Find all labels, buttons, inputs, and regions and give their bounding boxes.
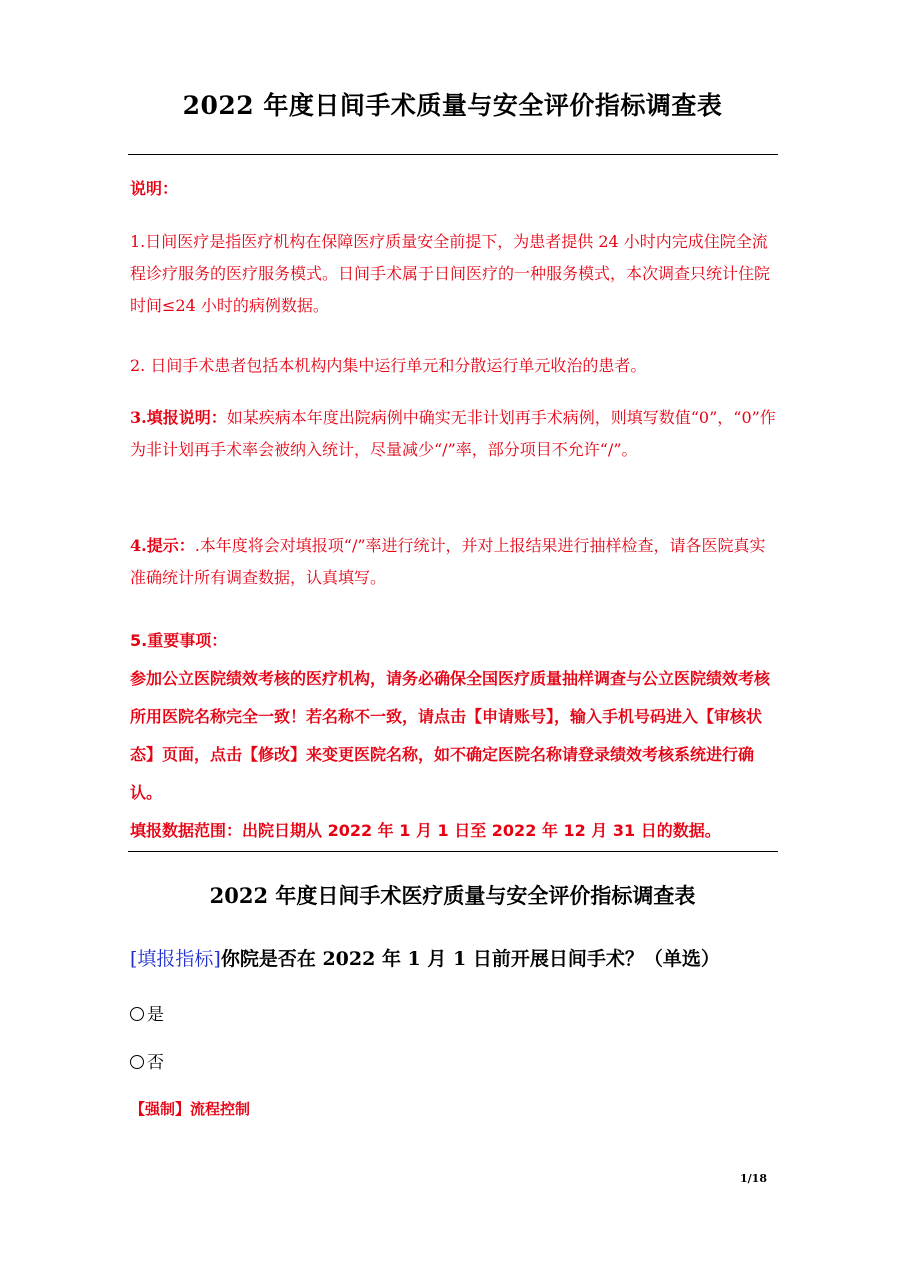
note-item-5-range: 填报数据范围：出院日期从 2022 年 1 月 1 日至 2022 年 12 月 31 日的数据。: [130, 821, 721, 840]
note-item-3-text: 如某疾病本年度出院病例中确实无非计划再手术病例，则填写数值“0”，“0”作为非计划再手术率会被纳入统计，尽量减少“/”率，部分项目不允许“/”。: [130, 408, 776, 459]
radio-circle-icon[interactable]: [130, 1007, 144, 1021]
top-divider: [128, 154, 778, 155]
note-item-3-label: 3.填报说明：: [130, 408, 227, 427]
note-item-5-label: 5.重要事项：: [130, 631, 228, 650]
note-item-5: [130, 622, 780, 850]
note-item-3: [130, 402, 780, 466]
flow-control-note: 【强制】流程控制: [130, 1100, 251, 1118]
note-item-4-text: .本年度将会对填报项“/”率进行统计，并对上报结果进行抽样检查，请各医院真实准确统计所有调查数据，认真填写。: [130, 536, 766, 587]
notes-heading: 说明：: [130, 179, 179, 198]
document-title: 2022 年度日间手术质量与安全评价指标调查表: [182, 91, 723, 120]
radio-circle-icon[interactable]: [130, 1055, 144, 1069]
option-yes[interactable]: [130, 1000, 164, 1025]
question-tag: [填报指标]: [130, 948, 221, 970]
bottom-divider: [128, 851, 778, 852]
note-item-2: 2. 日间手术患者包括本机构内集中运行单元和分散运行单元收治的患者。: [130, 356, 647, 375]
option-no-label: 否: [147, 1053, 164, 1073]
note-item-4: [130, 530, 780, 594]
note-item-5-text: 参加公立医院绩效考核的医疗机构，请务必确保全国医疗质量抽样调查与公立医院绩效考核所用医院名称完全一致！若名称不一致，请点击【申请账号】，输入手机号码进入【审核状态】页面，点击【修改】来变更医院名称，如不确定医院名称请登录绩效考核系统进行确认。: [130, 669, 771, 802]
page-number: 1/18: [740, 1172, 767, 1185]
option-no[interactable]: [130, 1048, 164, 1073]
question-text: 你院是否在 2022 年 1 月 1 日前开展日间手术？（单选）: [220, 948, 720, 970]
note-item-4-label: 4.提示：: [130, 536, 195, 555]
question: [130, 944, 720, 971]
section-title: 2022 年度日间手术医疗质量与安全评价指标调查表: [209, 883, 696, 908]
option-yes-label: 是: [147, 1005, 164, 1025]
note-item-1: 1.日间医疗是指医疗机构在保障医疗质量安全前提下，为患者提供 24 小时内完成住院全流程诊疗服务的医疗服务模式。日间手术属于日间医疗的一种服务模式，本次调查只统计住院时间≤24 小时的病例数据。: [130, 232, 771, 315]
